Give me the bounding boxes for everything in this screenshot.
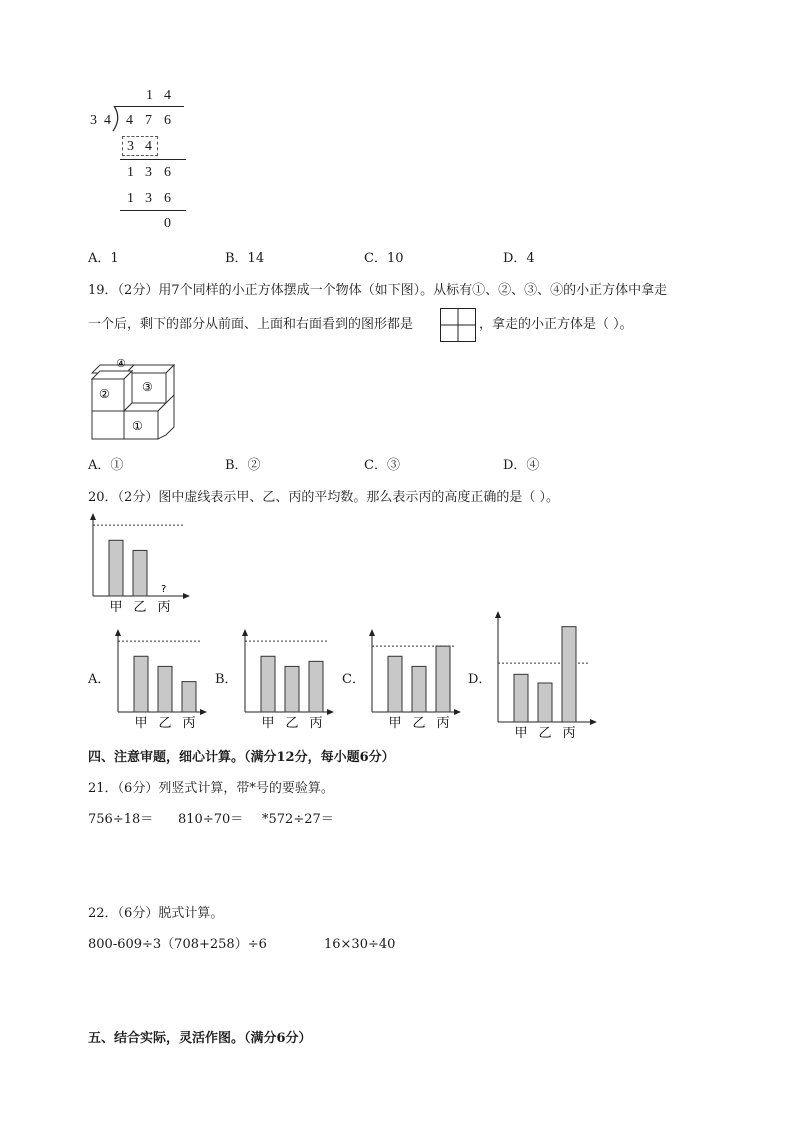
dividend-digit: 7 xyxy=(145,113,152,128)
q20-option-c-label[interactable]: C． xyxy=(342,672,365,687)
bar-jia xyxy=(134,656,148,712)
cube-label-2: ② xyxy=(99,387,110,401)
cube-label-1: ① xyxy=(132,419,143,433)
x-axis-arrow xyxy=(183,593,190,599)
chart-option-a[interactable] xyxy=(110,628,210,730)
x-axis-arrow xyxy=(590,719,597,725)
category-label: 乙 xyxy=(158,716,172,731)
q19-option-b[interactable]: B．② xyxy=(225,458,261,473)
bar-yi xyxy=(412,666,426,712)
q18-option-c[interactable]: C．10 xyxy=(364,251,404,266)
q18-option-a[interactable]: A．1 xyxy=(88,251,119,266)
category-label: 甲 xyxy=(388,716,402,731)
category-label: 丙 xyxy=(309,716,323,731)
q18-option-d[interactable]: D．4 xyxy=(503,251,535,266)
q19-option-d[interactable]: D．④ xyxy=(503,458,540,473)
q22-question: 22．（6分）脱式计算。 xyxy=(88,906,224,921)
step1-digit: 4 xyxy=(145,139,152,154)
q19-option-a[interactable]: A．① xyxy=(88,458,124,473)
bar-yi xyxy=(538,683,552,722)
q21-item-1: 756÷18＝ xyxy=(88,812,154,827)
unknown-mark: ? xyxy=(161,584,167,595)
division-bracket xyxy=(110,106,122,132)
category-label: 甲 xyxy=(109,600,123,615)
q19-question-line2b: ，拿走的小正方体是（ ）。 xyxy=(479,317,633,332)
step2-digit: 1 xyxy=(127,165,134,180)
bar-bing xyxy=(562,627,576,722)
step2-digit: 3 xyxy=(145,165,152,180)
bar-jia xyxy=(261,656,275,712)
cube-label-3: ③ xyxy=(142,380,153,394)
subtract-line xyxy=(120,159,186,160)
step1-digit: 3 xyxy=(127,139,134,154)
category-label: 乙 xyxy=(285,716,299,731)
remainder: 0 xyxy=(164,216,171,231)
x-axis-arrow xyxy=(454,709,461,715)
dividend-digit: 6 xyxy=(164,113,171,128)
chart-option-c[interactable] xyxy=(364,628,464,730)
q20-option-d-label[interactable]: D． xyxy=(468,672,492,687)
cube-figure xyxy=(86,355,186,445)
divisor-digit: 4 xyxy=(104,113,111,128)
q20-question: 20．（2分）图中虚线表示甲、乙、丙的平均数。那么表示丙的高度正确的是（ ）。 xyxy=(88,490,559,505)
bar-jia xyxy=(109,540,123,596)
y-axis-arrow xyxy=(369,629,375,636)
section5-heading: 五、结合实际，灵活作图。（满分6分） xyxy=(88,1031,312,1046)
q18-option-b[interactable]: B．14 xyxy=(225,251,265,266)
bar-yi xyxy=(158,666,172,712)
bar-bing xyxy=(309,661,323,712)
dividend-digit: 4 xyxy=(126,113,133,128)
bar-jia xyxy=(388,656,402,712)
y-axis-arrow xyxy=(90,513,96,520)
cube-label-4: ④ xyxy=(116,357,126,370)
bar-jia xyxy=(514,674,528,722)
category-label: 甲 xyxy=(134,716,148,731)
q22-item-2: 16×30÷40 xyxy=(324,937,396,952)
category-label: 丙 xyxy=(436,716,450,731)
q20-option-b-label[interactable]: B． xyxy=(215,672,238,687)
q19-question-line2a: 一个后，剩下的部分从前面、上面和右面看到的图形都是 xyxy=(88,317,414,332)
chart-option-d[interactable] xyxy=(490,612,600,740)
y-axis-arrow xyxy=(115,629,121,636)
chart-question xyxy=(85,512,195,614)
category-label: 丙 xyxy=(157,600,171,615)
quotient-digit: 1 xyxy=(146,88,153,103)
x-axis-arrow xyxy=(200,709,207,715)
category-label: 乙 xyxy=(133,600,147,615)
step2-digit: 6 xyxy=(164,165,171,180)
x-axis-arrow xyxy=(327,709,334,715)
bar-yi xyxy=(133,550,147,596)
category-label: 丙 xyxy=(182,716,196,731)
step3-digit: 1 xyxy=(127,191,134,206)
step3-digit: 3 xyxy=(145,191,152,206)
q21-item-2: 810÷70＝ xyxy=(178,812,244,827)
grid-view-icon xyxy=(440,308,476,342)
category-label: 乙 xyxy=(412,716,426,731)
divisor-digit: 3 xyxy=(90,113,97,128)
quotient-digit: 4 xyxy=(164,88,171,103)
q22-item-1: 800-609÷3（708+258）÷6 xyxy=(88,937,267,952)
category-label: 乙 xyxy=(538,726,552,741)
y-axis-arrow xyxy=(242,629,248,636)
y-axis-arrow xyxy=(495,611,501,618)
section4-heading: 四、注意审题，细心计算。（满分12分，每小题6分） xyxy=(88,750,395,765)
q21-item-3: *572÷27＝ xyxy=(262,812,334,827)
step3-digit: 6 xyxy=(164,191,171,206)
q19-question-line1: 19．（2分）用7个同样的小正方体摆成一个物体（如下图）。从标有①、②、③、④的小正方体中拿走 xyxy=(88,283,668,298)
division-bar xyxy=(114,106,184,107)
category-label: 甲 xyxy=(514,726,528,741)
subtract-line xyxy=(120,210,186,211)
chart-option-b[interactable] xyxy=(237,628,337,730)
q19-option-c[interactable]: C．③ xyxy=(364,458,400,473)
bar-bing xyxy=(182,682,196,712)
category-label: 丙 xyxy=(562,726,576,741)
bar-bing xyxy=(436,646,450,712)
bar-yi xyxy=(285,666,299,712)
category-label: 甲 xyxy=(261,716,275,731)
q21-question: 21．（6分）列竖式计算，带*号的要验算。 xyxy=(88,781,334,796)
q20-option-a-label[interactable]: A． xyxy=(88,672,111,687)
